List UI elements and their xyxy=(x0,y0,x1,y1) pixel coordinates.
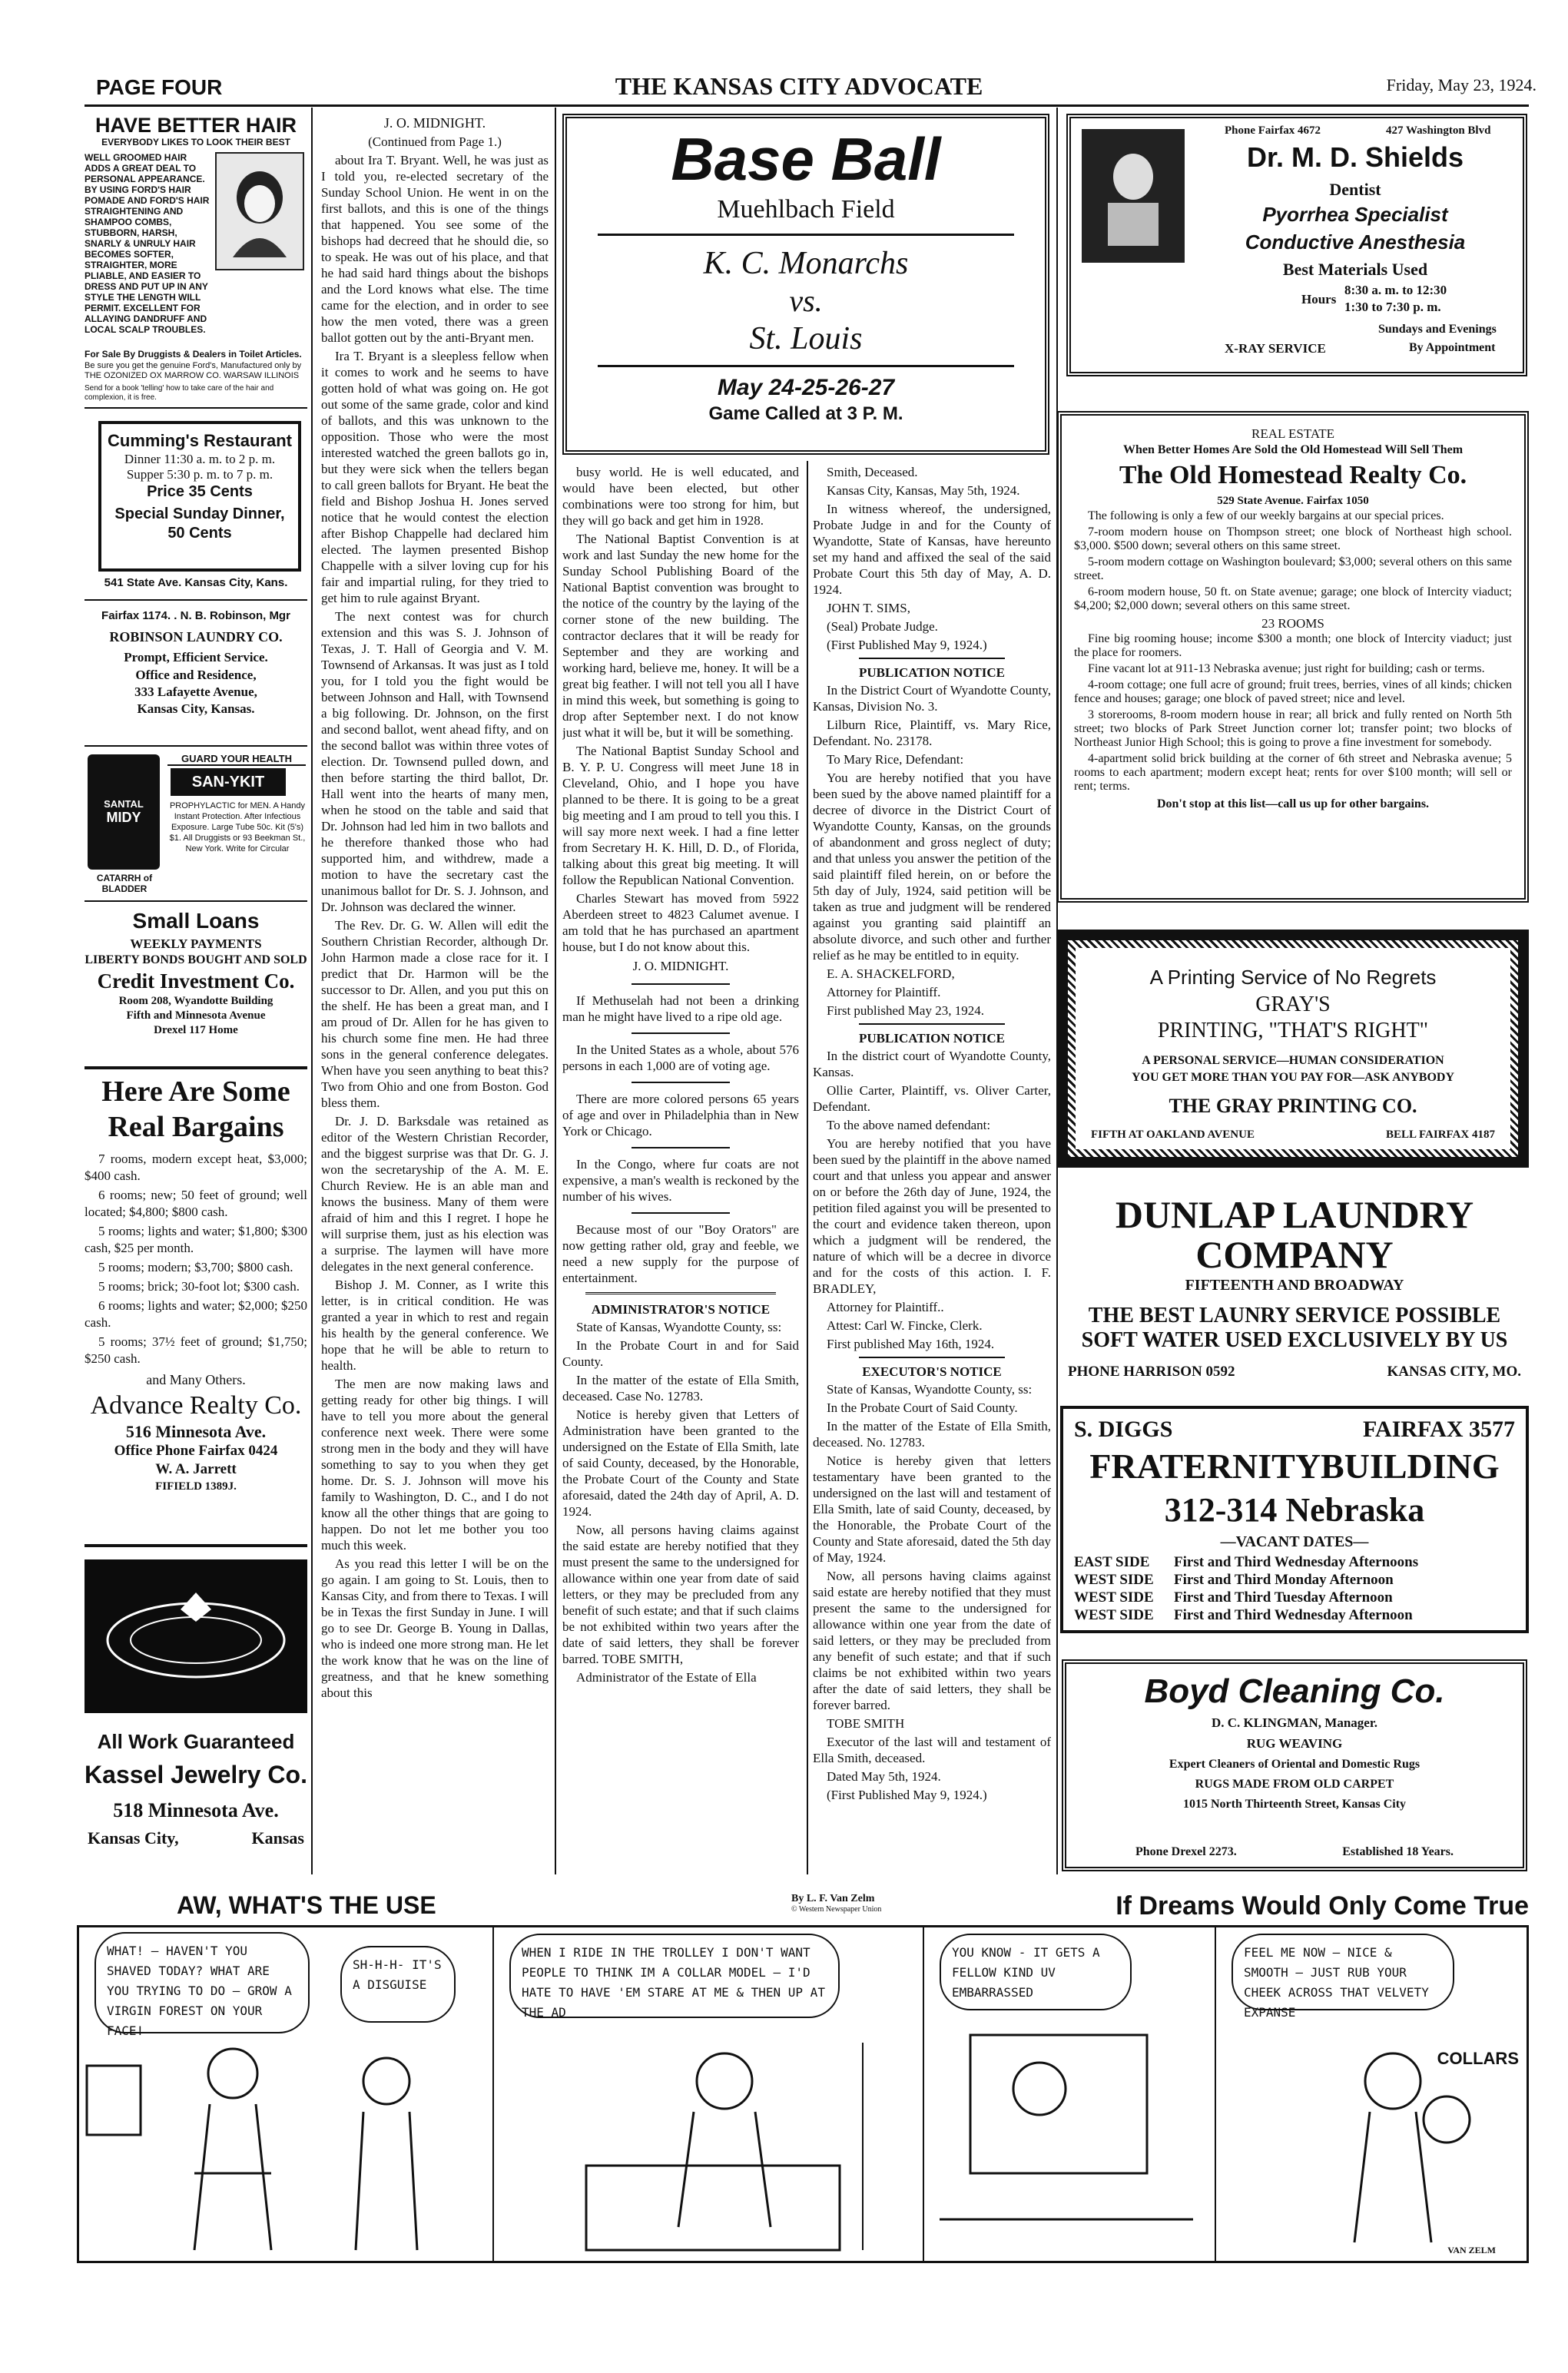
dunlap-address: FIFTEENTH AND BROADWAY xyxy=(1185,1277,1404,1294)
paragraph: 5 rooms; modern; $3,700; $800 cash. xyxy=(98,1260,293,1274)
fraternity-date-row xyxy=(1074,1571,1520,1589)
divider xyxy=(85,1544,307,1547)
paragraph: Dated May 5th, 1924. xyxy=(827,1769,941,1784)
paragraph: You are hereby notified that you have been sued by the above named plaintiff for a decree of divorce in the District Court of Wyandotte County, Kansas, on the grounds of abandonment and gross neglect of duty; and that unless you answer the petition of the said plaintiff filed herein, on or before the 5th day of July, 1924, said petition will be taken as true and judgment will be rendered against you granting said plaintiff an absolute divorce, and such other and further relief as he may be entitled to in equity. xyxy=(813,771,1051,963)
dunlap-company: COMPANY xyxy=(1195,1233,1394,1276)
hair-ad-body: WELL GROOMED HAIR ADDS A GREAT DEAL TO PERSONAL APPEARANCE. BY USING FORD'S HAIR POMADE AND FORD'S HAIR STRAIGHTENING AND SHAMPOO COMBS, STUBBORN, HARSH, SNARLY & UNRULY HAIR BECOMES SOFTER, STRAIGHTER, MORE PLIABLE, AND EASIER TO DRESS AND PUT UP IN ANY STYLE THE LENGTH WILL PERMIT. EXCELLENT FOR ALLAYING DANDRUFF AND LOCAL SCALP TROUBLES. xyxy=(85,152,210,335)
divider xyxy=(632,1082,730,1083)
shields-phone: Phone Fairfax 4672 xyxy=(1225,124,1321,137)
bargains-title-1: Here Are Some xyxy=(101,1075,290,1108)
paragraph: (First Published May 9, 1924.) xyxy=(827,638,987,652)
fraternity-dates xyxy=(1074,1553,1520,1624)
loans-liberty: LIBERTY BONDS BOUGHT AND SOLD xyxy=(85,953,307,966)
homestead-tagline: When Better Homes Are Sold the Old Homestead Will Sell Them xyxy=(1122,443,1464,456)
paragraph: Ollie Carter, Plaintiff, vs. Oliver Carter, Defendant. xyxy=(813,1083,1051,1114)
paragraph: In the district court of Wyandotte County, Kansas. xyxy=(813,1049,1051,1079)
baseball-dates: May 24-25-26-27 xyxy=(717,375,895,400)
pub2-heading: PUBLICATION NOTICE xyxy=(858,1031,1006,1046)
fraternity-date-row xyxy=(1074,1553,1520,1571)
comic-byline: By L. F. Van Zelm xyxy=(791,1893,875,1904)
paragraph: The National Baptist Convention is at work and last Sunday the new home for the Sunday School Publishing Board of the National Baptist convention was brought to the notice of the country by the laying of the corner stone of the new building. The contractor declares that it will be ready for September and they are working and working hard, believe me, honey. It will be a great big feather. I will not tell you all I have in mind this week, but something is going to drop after September next. I do not know just what it will be, but it will be something. xyxy=(562,532,799,740)
homestead-list-1 xyxy=(1074,525,1512,613)
paragraph: Smith, Deceased. xyxy=(827,465,918,479)
paragraph: The men are now making laws and getting ready for other big things. I will have to tell you more about the general conference next week. There were some strong men in the body and they will have something to say to you when they get home. Dr. S. J. Johnson will move his family to Washington, D. C., and I do not know all the other things that are going to happen. Do not let me bother you too much this week. xyxy=(321,1377,549,1553)
comic-panel-4 xyxy=(1216,1927,1527,2261)
paragraph: 6 rooms; new; 50 feet of ground; well located; $4,800; $800 cash. xyxy=(85,1188,307,1219)
panel-3-figures-icon xyxy=(924,2020,1216,2258)
boyd-phone: Phone Drexel 2273. xyxy=(1135,1845,1237,1858)
shields-xray: X-RAY SERVICE xyxy=(1225,341,1326,356)
dunlap-phone: PHONE HARRISON 0592 xyxy=(1068,1364,1235,1380)
comic-panel-3 xyxy=(924,1927,1216,2261)
executor-body xyxy=(813,1381,1051,1803)
loans-street: Fifth and Minnesota Avenue xyxy=(126,1009,266,1022)
fraternity-side: WEST SIDE xyxy=(1074,1607,1154,1623)
paragraph: First published May 23, 1924. xyxy=(827,1003,984,1018)
loans-weekly: WEEKLY PAYMENTS xyxy=(130,936,262,951)
hair-ad-maker: Be sure you get the genuine Ford's, Manufactured only by THE OZONIZED OX MARROW CO. WARSAW ILLINOIS xyxy=(85,361,302,380)
fraternity-phone: FAIRFAX 3577 xyxy=(1362,1417,1515,1442)
fraternity-side: WEST SIDE xyxy=(1074,1572,1154,1588)
divider xyxy=(632,1212,730,1214)
paragraph: In the District Court of Wyandotte County, Kansas, Division No. 3. xyxy=(813,683,1051,714)
boyd-rug-weaving: RUG WEAVING xyxy=(1246,1736,1343,1751)
paragraph: 5 rooms; lights and water; $1,800; $300 cash, $25 per month. xyxy=(85,1224,307,1255)
divider xyxy=(632,1147,730,1148)
homestead-intro xyxy=(1074,509,1512,523)
cummings-price: Price 35 Cents xyxy=(147,483,253,500)
paragraph: 5-room modern cottage on Washington boulevard; $3,000; several others on this same street. xyxy=(1074,555,1512,582)
paragraph: 6-room modern house, 50 ft. on State avenue; garage; one block of Intercity viaduct; $4,200; $2,000 down; several others on this same street. xyxy=(1074,585,1512,612)
paragraph: 4-room cottage; one full acre of ground; fruit trees, berries, vines of all kinds; chicken fence and houses; garage; one block of paved street; nice and level. xyxy=(1074,678,1512,705)
santal-label: SANTAL xyxy=(104,798,144,810)
fraternity-date-row xyxy=(1074,1589,1520,1606)
dunlap-service: THE BEST LAUNRY SERVICE POSSIBLE xyxy=(1088,1304,1501,1327)
midnight-paragraphs xyxy=(321,152,549,1701)
column-three xyxy=(562,464,799,1873)
homestead-close: Don't stop at this list—call us up for other bargains. xyxy=(1156,797,1430,810)
paragraph: State of Kansas, Wyandotte County, ss: xyxy=(827,1382,1033,1397)
midnight-continued: (Continued from Page 1.) xyxy=(368,134,502,149)
baseball-field: Muehlbach Field xyxy=(717,195,895,224)
robinson-name: ROBINSON LAUNDRY CO. xyxy=(109,629,283,645)
midnight-signature: J. O. MIDNIGHT. xyxy=(632,959,729,973)
paragraph: 5 rooms; brick; 30-foot lot; $300 cash. xyxy=(98,1279,300,1294)
kassel-guarantee: All Work Guaranteed xyxy=(97,1730,295,1753)
divider xyxy=(632,1032,730,1034)
comic-frame xyxy=(77,1925,1529,2263)
speech-bubble-3: WHEN I RIDE IN THE TROLLEY I DON'T WANT PEOPLE TO THINK IM A COLLAR MODEL — I'D HATE TO HAVE 'EM STARE AT ME & THEN UP AT THE AD xyxy=(509,1934,840,2018)
sanykit-brand: SAN-YKIT xyxy=(171,768,286,796)
panel-4-figures-icon xyxy=(1216,2020,1527,2258)
pub1-heading: PUBLICATION NOTICE xyxy=(858,665,1006,680)
paragraph: In the matter of the Estate of Ella Smith, deceased. No. 12783. xyxy=(813,1419,1051,1450)
kassel-jewelry-ad xyxy=(85,1552,307,1874)
tooth-portrait-icon xyxy=(1082,129,1185,263)
paragraph: Fine vacant lot at 911-13 Nebraska avenue; just right for building; cash or terms. xyxy=(1088,662,1485,675)
baseball-team-2: St. Louis xyxy=(749,321,863,356)
executor-heading: EXECUTOR'S NOTICE xyxy=(862,1364,1002,1379)
robinson-street: 333 Lafayette Avenue, xyxy=(134,684,257,699)
cummings-address: 541 State Ave. Kansas City, Kans. xyxy=(104,576,288,589)
paragraph: 3 storerooms, 8-room modern house in rear; all brick and fully rented on North 5th street; two blocks of Park Street Junction corner lot; transfer point; two blocks of Northeast Junior High School; this is going to prove a fine investment for somebody. xyxy=(1074,708,1512,749)
shields-address: 427 Washington Blvd xyxy=(1386,124,1491,137)
loans-title: Small Loans xyxy=(132,909,260,933)
paragraph: Notice is hereby given that letters testamentary have been granted to the undersigned on the last will and testament of Ella Smith, late of said County, deceased, by the Honorable, the Probate Court of the County and State aforesaid, dated the 5th day of May, 1924. xyxy=(813,1453,1051,1565)
fraternity-side: WEST SIDE xyxy=(1074,1589,1154,1606)
kassel-address: 518 Minnesota Ave. xyxy=(113,1799,279,1821)
paragraph: You are hereby notified that you have been sued by the plaintiff in the above named court and that unless you appear and answer on or before the 26th day of June, 1924, the petition filed against you will be presented to the court and evidence taken thereon, upon which a judgment will be rendered, the nature of which will be a decree in divorce and for the costs of this action. I. F. BRADLEY, xyxy=(813,1136,1051,1296)
filler-item: Because most of our "Boy Orators" are now getting rather old, gray and feeble, we need a new supply for the purpose of entertainment. xyxy=(562,1222,799,1285)
dunlap-city: KANSAS CITY, MO. xyxy=(1387,1364,1521,1380)
comic-strip xyxy=(77,1891,1529,2265)
homestead-real-estate: REAL ESTATE xyxy=(1251,426,1335,441)
paragraph: Bishop J. M. Conner, as I write this letter, is in critical condition. He was granted a year in which to rest and regain his health by the general conference. We hope that he will be able to return to health. xyxy=(321,1278,549,1373)
speech-bubble-1: WHAT! — HAVEN'T YOU SHAVED TODAY? WHAT ARE YOU TRYING TO DO — GROW A VIRGIN FOREST ON YOUR FACE! xyxy=(94,1932,310,2033)
shields-materials: Best Materials Used xyxy=(1282,260,1428,279)
paragraph: In the matter of the estate of Ella Smith, deceased. Case No. 12783. xyxy=(562,1373,799,1404)
baseball-title: Base Ball xyxy=(671,125,941,193)
speech-bubble-5: FEEL ME NOW — NICE & SMOOTH — JUST RUB YOUR CHEEK ACROSS THAT VELVETY EXPANSE xyxy=(1232,1934,1454,2010)
credit-investment-ad xyxy=(85,906,307,1060)
homestead-rooms: 23 ROOMS xyxy=(1261,616,1324,631)
paragraph: Now, all persons having claims against the said estate are hereby notified that they must present the same to the undersigned for allowance within one year from date of said letters, or they may be precluded from any benefit of such estate; and that if such claims be not exhibited within two years after the date of said letters, they shall be forever barred. TOBE SMITH, xyxy=(562,1523,799,1666)
baseball-game-time: Game Called at 3 P. M. xyxy=(708,403,903,424)
boyd-name: Boyd Cleaning Co. xyxy=(1144,1672,1445,1710)
boyd-established: Established 18 Years. xyxy=(1342,1845,1454,1858)
paragraph: E. A. SHACKELFORD, xyxy=(827,966,955,981)
diamond-ring-icon xyxy=(85,1559,307,1713)
gray-tagline: A Printing Service of No Regrets xyxy=(1149,966,1437,989)
pub2-body xyxy=(813,1048,1051,1352)
paragraph: In the Probate Court in and for Said County. xyxy=(562,1338,799,1369)
divider xyxy=(85,407,307,409)
paragraph: (First Published May 9, 1924.) xyxy=(827,1788,987,1802)
paragraph: (Seal) Probate Judge. xyxy=(827,619,938,634)
baseball-team-1: K. C. Monarchs xyxy=(703,246,909,281)
boyd-manager: D. C. KLINGMAN, Manager. xyxy=(1211,1715,1378,1730)
fraternity-vacant: —VACANT DATES— xyxy=(1220,1533,1369,1550)
dunlap-water: SOFT WATER USED EXCLUSIVELY BY US xyxy=(1081,1328,1508,1352)
robinson-service: Prompt, Efficient Service. xyxy=(124,650,268,665)
divider xyxy=(85,745,307,747)
shields-dentist-ad xyxy=(1066,114,1527,376)
fraternity-date: First and Third Wednesday Afternoons xyxy=(1174,1554,1419,1570)
panel-1-figures-icon xyxy=(79,2035,494,2258)
santal-caption: CATARRH of BLADDER xyxy=(96,873,153,894)
gray-address: FIFTH AT OAKLAND AVENUE xyxy=(1091,1129,1255,1141)
paragraph: In the Probate Court of Said County. xyxy=(827,1400,1018,1415)
cummings-sunday-price: 50 Cents xyxy=(167,525,232,542)
shields-name: Dr. M. D. Shields xyxy=(1246,141,1464,173)
paragraph: Now, all persons having claims against said estate are hereby notified that they must present the same to the undersigned for allowance within one year from the date of said letters, or they may be precluded from any benefit of such estate; and that if such claims be not exhibited within two years after the date of said letters, they shall be forever barred. xyxy=(813,1569,1051,1712)
santal-sanykit-ad xyxy=(85,751,307,897)
midnight-column xyxy=(321,114,549,1873)
midnight-continuation xyxy=(562,464,799,955)
paragraph: 7-room modern house on Thompson street; one block of Northeast high school. $3,000. $500 down; several others on this same street. xyxy=(1074,525,1512,552)
homestead-intro-text: The following is only a few of our weekly bargains at our special prices. xyxy=(1088,509,1444,522)
paragraph: Kansas City, Kansas, May 5th, 1924. xyxy=(827,483,1020,498)
paragraph: 5 rooms; 37½ feet of ground; $1,750; $250 cash. xyxy=(85,1334,307,1366)
fraternity-name: FRATERNITYBUILDING xyxy=(1089,1447,1500,1486)
paragraph: Lilburn Rice, Plaintiff, vs. Mary Rice, Defendant. No. 23178. xyxy=(813,718,1051,748)
shields-hours-morning: 8:30 a. m. to 12:30 xyxy=(1344,283,1447,297)
fraternity-diggs: S. DIGGS xyxy=(1074,1417,1173,1442)
speech-bubble-4: YOU KNOW - IT GETS A FELLOW KIND UV EMBARRASSED xyxy=(940,1934,1132,2010)
boyd-cleaning-ad xyxy=(1062,1659,1527,1871)
page-number: PAGE FOUR xyxy=(96,75,223,99)
shields-appointment: By Appointment xyxy=(1409,341,1496,354)
column-rule xyxy=(555,108,556,1874)
homestead-address: 529 State Avenue. Fairfax 1050 xyxy=(1217,495,1369,507)
loans-phone: Drexel 117 Home xyxy=(154,1024,238,1036)
paragraph: JOHN T. SIMS, xyxy=(827,601,910,615)
paragraph: Executor of the last will and testament of Ella Smith, deceased. xyxy=(813,1735,1051,1765)
hair-ad xyxy=(85,114,307,406)
dunlap-laundry-ad xyxy=(1060,1195,1529,1394)
artist-signature: VAN ZELM xyxy=(1447,2245,1496,2255)
advance-realty-ad xyxy=(85,1074,307,1535)
gray-printing: PRINTING, "THAT'S RIGHT" xyxy=(1157,1019,1429,1042)
advance-realty-fifield: FIFIELD 1389J. xyxy=(155,1480,237,1493)
hair-ad-note: Send for a book 'telling' how to take care of the hair and complexion, it is free. xyxy=(85,384,274,402)
midnight-heading: J. O. MIDNIGHT. xyxy=(383,115,486,131)
fraternity-side: EAST SIDE xyxy=(1074,1554,1150,1570)
comic-copyright: © Western Newspaper Union xyxy=(791,1905,882,1914)
paragraph: State of Kansas, Wyandotte County, ss: xyxy=(576,1320,782,1334)
probate-notice xyxy=(813,464,1051,653)
comic-title-right: If Dreams Would Only Come True xyxy=(1116,1891,1529,1921)
boyd-rugs: RUGS MADE FROM OLD CARPET xyxy=(1195,1778,1394,1791)
divider xyxy=(632,983,730,985)
paragraph: Dr. J. D. Barksdale was retained as editor of the Western Christian Recorder, and the biggest surprise was that Dr. G. J. won the secretaryship of the A. M. E. Church Review. He is an able man and knows the business. Many of them were afraid of him and this I regret. I hope he will surprise them, just as his election was a surprise. The laymen will have more delegates in the next general conference. xyxy=(321,1114,549,1274)
column-four xyxy=(813,464,1051,1873)
robinson-laundry-ad xyxy=(85,607,307,737)
filler-item: If Methuselah had not been a drinking man he might have lived to a ripe old age. xyxy=(562,993,799,1024)
fraternity-date: First and Third Monday Afternoon xyxy=(1174,1572,1394,1588)
paragraph: In witness whereof, the undersigned, Probate Judge in and for the County of Wyandotte, State of Kansas, have hereunto set my hand and affixed the seal of the said Probate Court this 5th day of May, A. D. 1924. xyxy=(813,502,1051,597)
baseball-vs: vs. xyxy=(789,283,823,318)
robinson-city: Kansas City, Kansas. xyxy=(137,701,255,716)
paragraph: about Ira T. Bryant. Well, he was just as I told you, re-elected secretary of the Sunday School Union. He went in on the first ballots, and this is one of the things that happened. You see some of the bishops had decreed that he should die, so to speak. He was out of his place, and that he had said hard things about the bishops and the Lord knows what else. The time came for the election, and in order to see how the men voted, there was a green ballot gotten out by the anti-Bryant men. xyxy=(321,153,549,345)
paragraph: 7 rooms, modern except heat, $3,000; $400 cash. xyxy=(85,1152,307,1183)
filler-item: In the United States as a whole, about 576 persons in each 1,000 are of voting age. xyxy=(562,1042,799,1073)
baseball-ad xyxy=(562,114,1049,455)
shields-hours-label: Hours xyxy=(1301,292,1337,307)
paragraph: Attorney for Plaintiff.. xyxy=(827,1300,944,1314)
column-rule xyxy=(311,108,313,1874)
boyd-address: 1015 North Thirteenth Street, Kansas City xyxy=(1182,1798,1407,1811)
kassel-state: Kansas xyxy=(251,1828,304,1848)
divider xyxy=(85,1066,307,1069)
divider xyxy=(85,900,307,902)
santal-capsule-icon xyxy=(88,754,160,870)
paragraph: 6 rooms; lights and water; $2,000; $250 cash. xyxy=(85,1298,307,1330)
panel-2-figures-icon xyxy=(494,2027,924,2258)
paragraph: To Mary Rice, Defendant: xyxy=(827,752,964,767)
paragraph: Charles Stewart has moved from 5922 Aberdeen street to 4823 Calumet avenue. I am told that he has purchased an apartment house, but I do not know about this. xyxy=(562,891,799,954)
bargains-list xyxy=(85,1151,307,1367)
gray-printing-ad xyxy=(1057,930,1529,1168)
filler-item: In the Congo, where fur coats are not expensive, a man's wealth is reckoned by the number of his wives. xyxy=(562,1157,799,1204)
advance-realty-name: Advance Realty Co. xyxy=(90,1391,302,1420)
homestead-name: The Old Homestead Realty Co. xyxy=(1119,461,1467,489)
bargains-others: and Many Others. xyxy=(146,1372,246,1387)
admin-notice-heading: ADMINISTRATOR'S NOTICE xyxy=(591,1302,771,1317)
paragraph: As you read this letter I will be on the go again. I am going to St. Louis, then to Kansas City, and from there to Texas. I will be in Texas the first Sunday in June. I will go to see Dr. George B. Young in Dallas, who is indeed one more strong man. He let the work know that he was on the line of greatness, and that he knew something about this xyxy=(321,1556,549,1700)
paragraph: The National Baptist Sunday School and B. Y. P. U. Congress will meet June 18 in Cleveland, Ohio, and I hope you have planned to be there. It is going to be a great big meeting and I am proud to tell you this. I will say more next week. I had a fine letter from Secretary H. K. Hill, D. D., of Florida, talking about this great big meeting. It will follow the Republican National Convention. xyxy=(562,744,799,887)
comic-panel-1 xyxy=(79,1927,494,2261)
column-rule xyxy=(807,461,808,1874)
filler-items xyxy=(562,983,799,1286)
bargains-title-2: Real Bargains xyxy=(108,1111,284,1143)
sanykit-text: PROPHYLACTIC for MEN. A Handy Instant Protection. After Infectious Exposure. Large Tube 50c. Kit (5's) $1. All Druggists or 93 Beekman St., New York. Write for Circular xyxy=(169,801,306,853)
masthead-rule xyxy=(85,104,1529,107)
robinson-phone: Fairfax 1174. . N. B. Robinson, Mgr xyxy=(101,609,290,622)
gray-phone: BELL FAIRFAX 4187 xyxy=(1386,1129,1495,1141)
santal-midy-label: MIDY xyxy=(106,810,141,825)
pub1-body xyxy=(813,682,1051,1019)
cummings-restaurant-ad xyxy=(98,421,301,572)
advance-realty-agent: W. A. Jarrett xyxy=(155,1461,237,1477)
fraternity-address: 312-314 Nebraska xyxy=(1164,1491,1425,1529)
filler-item: There are more colored persons 65 years of age and over in Philadelphia than in New York or Chicago. xyxy=(562,1092,799,1138)
old-homestead-realty-ad xyxy=(1057,411,1529,903)
loans-company: Credit Investment Co. xyxy=(97,969,295,993)
shields-hours-afternoon: 1:30 to 7:30 p. m. xyxy=(1344,300,1441,314)
paragraph: First published May 16th, 1924. xyxy=(827,1337,995,1351)
paragraph: The Rev. Dr. G. W. Allen will edit the Southern Christian Recorder, although Dr. John Harmon made a close race for it. I predict that Dr. Harmon will be the successor to Dr. Allen, and you put this on the shelf. He has been a great man, and I am proud of Dr. Allen for he has given to his church some fine men. He had three sons in the general conference delegates. When have you seen anything to beat this? Two from Ohio and one from Boston. God bless them. xyxy=(321,918,549,1110)
fraternity-building-ad xyxy=(1060,1406,1529,1633)
woman-portrait-icon xyxy=(215,152,304,270)
gray-more: YOU GET MORE THAN YOU PAY FOR—ASK ANYBODY xyxy=(1131,1071,1455,1084)
paragraph: The next contest was for church extension and this was S. J. Johnson of Texas, J. T. Hall of Georgia and V. M. Townsend of Arkansas. It was just as I told you, for I told you the fight would be between Johnson and Hall, with Townsend a big following. Dr. Johnson, on the first and second ballot, went ahead fifty, and on the second ballot was within three votes of election. Dr. Townsend pulled down, and then before starting the third ballot, Dr. Hall went into the hearts of many men, when he stood on the table and said that Dr. Johnson had led him in two ballots and he therefore thanked those who had supported him, and withdrew, made a motion to have the secretary cast the unanimous ballot for Dr. S. J. Johnson, and Dr. Johnson was declared the winner. xyxy=(321,609,549,914)
cummings-supper: Supper 5:30 p. m. to 7 p. m. xyxy=(126,467,273,482)
paragraph: busy world. He is well educated, and would have been elected, but other combinations were too strong for him, but they will go back and get him in 1928. xyxy=(562,465,799,528)
advance-realty-address: 516 Minnesota Ave. xyxy=(125,1422,267,1441)
kassel-name: Kassel Jewelry Co. xyxy=(85,1761,307,1788)
hair-ad-subtitle: EVERYBODY LIKES TO LOOK THEIR BEST xyxy=(101,137,290,147)
paragraph: TOBE SMITH xyxy=(827,1716,905,1731)
paragraph: Administrator of the Estate of Ella xyxy=(576,1670,757,1685)
issue-date: Friday, May 23, 1924. xyxy=(1386,75,1537,94)
paragraph: Ira T. Bryant is a sleepless fellow when it comes to work and he seems to have gotten hold of what was going on. He got out some of the same grade, color and kind of ballots, and this was unknown to the opposition. Those who were the most interested watched the green ballots go in, but they were sick when the tellers began to call green ballots for Bryant. He beat the field and Bishop Joshua H. Jones served notice that he would contest the election after Bishop Chappelle had declared him elected. The laymen presented Bishop Chappelle with a silver loving cup for his fair and impartial ruling, for they tried to get him to rule against Bryant. xyxy=(321,349,549,605)
hair-ad-title: HAVE BETTER HAIR xyxy=(94,114,297,137)
paragraph: Attest: Carl W. Fincke, Clerk. xyxy=(827,1318,983,1333)
divider xyxy=(85,599,307,601)
loans-room: Room 208, Wyandotte Building xyxy=(118,995,273,1007)
fraternity-date-row xyxy=(1074,1606,1520,1624)
dunlap-name: DUNLAP LAUNDRY xyxy=(1115,1195,1474,1236)
paragraph: Notice is hereby given that Letters of Administration have been granted to the undersigned on the Estate of Ella Smith, late of said County, deceased, by the Honorable, the Probate Court of the County and State aforesaid, dated the 24th day of April, A. D. 1924. xyxy=(562,1407,799,1519)
hair-ad-sale: For Sale By Druggists & Dealers in Toilet Articles. xyxy=(85,349,302,360)
collars-sign: COLLARS xyxy=(1437,2049,1519,2068)
shields-specialty-1: Pyorrhea Specialist xyxy=(1262,203,1448,226)
shields-specialty-2: Conductive Anesthesia xyxy=(1245,230,1466,254)
cummings-dinner: Dinner 11:30 a. m. to 2 p. m. xyxy=(124,452,276,466)
comic-panel-2 xyxy=(494,1927,924,2261)
homestead-list-2 xyxy=(1074,632,1512,794)
fraternity-date: First and Third Tuesday Afternoon xyxy=(1174,1589,1393,1606)
paragraph: Attorney for Plaintiff. xyxy=(827,985,941,999)
paragraph: To the above named defendant: xyxy=(827,1118,991,1132)
newspaper-title: THE KANSAS CITY ADVOCATE xyxy=(615,72,983,100)
admin-notice-body xyxy=(562,1319,799,1685)
shields-sundays: Sundays and Evenings xyxy=(1378,323,1497,336)
santal-guard: GUARD YOUR HEALTH xyxy=(167,753,306,766)
boyd-experts: Expert Cleaners of Oriental and Domestic Rugs xyxy=(1169,1758,1420,1771)
paragraph: 4-apartment solid brick building at the corner of 6th street and Nebraska avenue; 5 rooms to each apartment; modern except heat; rents for over $100 month; will sell or rent; terms. xyxy=(1074,752,1512,793)
gray-personal: A PERSONAL SERVICE—HUMAN CONSIDERATION xyxy=(1142,1054,1444,1067)
kassel-city: Kansas City, xyxy=(88,1828,179,1848)
robinson-office: Office and Residence, xyxy=(135,668,257,682)
speech-bubble-2: SH-H-H- IT'S A DISGUISE xyxy=(340,1946,456,2023)
gray-name: GRAY'S xyxy=(1255,993,1331,1016)
gray-company: THE GRAY PRINTING CO. xyxy=(1169,1095,1417,1117)
paragraph: Fine big rooming house; income $300 a month; one block of Intercity viaduct; just the place for roomers. xyxy=(1074,632,1512,659)
cummings-title: Cumming's Restaurant xyxy=(108,431,292,450)
fraternity-date: First and Third Wednesday Afternoon xyxy=(1174,1607,1413,1623)
advance-realty-phone: Office Phone Fairfax 0424 xyxy=(114,1443,278,1459)
comic-title-left: AW, WHAT'S THE USE xyxy=(177,1891,436,1919)
shields-dentist: Dentist xyxy=(1329,180,1381,199)
cummings-sunday: Special Sunday Dinner, xyxy=(114,505,285,522)
